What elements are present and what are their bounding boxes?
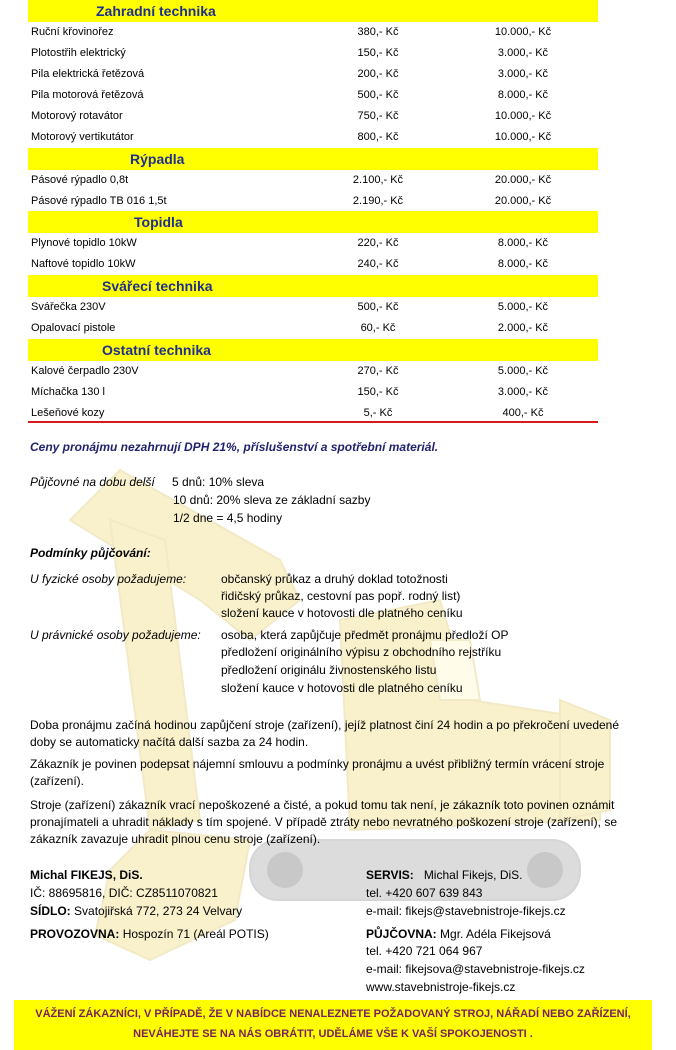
vat-note: Ceny pronájmu nezahrnují DPH 21%, příslušenství a spotřební materiál. (30, 440, 439, 454)
item-price-day: 2.100,- Kč (352, 174, 404, 186)
item-name: Plynové topidlo 10kW (31, 237, 137, 249)
table-row (28, 318, 598, 339)
service-label: SERVIS: (366, 868, 414, 882)
table-row (28, 43, 598, 64)
item-deposit: 5.000,- Kč (497, 365, 549, 377)
person-requirement: občanský průkaz a druhý doklad totožnosti (221, 572, 448, 586)
table-row (28, 106, 598, 127)
item-deposit: 8.000,- Kč (497, 258, 549, 270)
seat-label: SÍDLO: (30, 904, 71, 918)
item-name: Pásové rýpadlo TB 016 1,5t (31, 195, 167, 207)
item-deposit: 3.000,- Kč (497, 68, 549, 80)
website-link[interactable]: www.stavebnistroje-fikejs.cz (366, 980, 516, 994)
person-requirement: řidičský průkaz, cestovní pas popř. rodný list) (221, 589, 461, 603)
person-label: U fyzické osoby požadujeme: (30, 572, 187, 586)
item-name: Plotostřih elektrický (31, 47, 126, 59)
table-row (28, 85, 598, 106)
table-row (28, 191, 598, 212)
item-name: Pila elektrická řetězová (31, 68, 145, 80)
table-row (28, 254, 598, 275)
return-paragraph: Stroje (zařízení) zákazník vrací nepoškozené a čisté, a pokud tomu tak není, je zákazník toto povinen oznámit pronajímateli a uhradit náklady s tím spojené. V případě ztráty nebo nevratného poškození stroje (zařízení), se zákazník zavazuje uhradit plnou cenu stroje (zařízení). (30, 798, 617, 846)
service-contact (366, 868, 523, 882)
item-price-day: 200,- Kč (357, 68, 399, 80)
rental-label: PŮJČOVNA: (366, 927, 437, 941)
item-price-day: 270,- Kč (357, 365, 399, 377)
item-name: Kalové čerpadlo 230V (31, 365, 139, 377)
office-label: PROVOZOVNA: (30, 927, 120, 941)
conditions-title: Podmínky půjčování: (30, 546, 151, 560)
category-title: Rýpadla (130, 151, 185, 167)
item-deposit: 20.000,- Kč (494, 174, 552, 186)
service-phone[interactable]: tel. +420 607 639 843 (366, 886, 483, 900)
office-value: Hospozín 71 (Areál POTIS) (122, 927, 269, 941)
category-svareci-technika (28, 275, 598, 339)
item-price-day: 2.190,- Kč (352, 195, 404, 207)
item-deposit: 400,- Kč (502, 407, 544, 419)
item-name: Svářečka 230V (31, 301, 106, 313)
company-requirement: složení kauce v hotovosti dle platného ceníku (221, 681, 463, 695)
category-title: Topidla (134, 214, 183, 230)
bottom-banner (14, 1000, 652, 1050)
item-name: Lešeňové kozy (31, 407, 105, 419)
item-price-day: 750,- Kč (357, 110, 399, 122)
category-topidla (28, 211, 598, 275)
item-price-day: 60,- Kč (360, 322, 396, 334)
table-row (28, 64, 598, 85)
category-header (28, 0, 598, 22)
banner-line: VÁŽENÍ ZÁKAZNÍCI, V PŘÍPADĚ, ŽE V NABÍDCE NENALEZNETE POŽADOVANÝ STROJ, NÁŘADÍ NEBO ZAŘÍZENÍ, (35, 1008, 631, 1020)
item-price-day: 500,- Kč (357, 89, 399, 101)
rental-phone[interactable]: tel. +420 721 064 967 (366, 944, 483, 958)
service-name: Michal Fikejs, DiS. (423, 868, 523, 882)
category-title: Ostatní technika (102, 342, 211, 358)
seat-address (30, 904, 242, 918)
service-email[interactable]: e-mail: fikejs@stavebnistroje-fikejs.cz (366, 904, 566, 918)
table-bottom-rule (28, 421, 598, 423)
item-deposit: 20.000,- Kč (494, 195, 552, 207)
office-address (30, 927, 269, 941)
category-header (28, 211, 598, 233)
item-deposit: 8.000,- Kč (497, 237, 549, 249)
category-title: Zahradní technika (96, 3, 216, 19)
item-deposit: 2.000,- Kč (497, 322, 549, 334)
item-price-day: 380,- Kč (357, 26, 399, 38)
item-price-day: 5,- Kč (363, 407, 393, 419)
item-deposit: 5.000,- Kč (497, 301, 549, 313)
discount-line: 5 dnů: 10% sleva (172, 475, 265, 489)
table-row (28, 382, 598, 403)
company-ids: IČ: 88695816, DIČ: CZ8511070821 (30, 886, 218, 900)
category-rypadla (28, 148, 598, 212)
discount-line: 10 dnů: 20% sleva ze základní sazby (173, 493, 371, 507)
table-row (28, 233, 598, 254)
item-price-day: 500,- Kč (357, 301, 399, 313)
banner-line: NEVÁHEJTE SE NA NÁS OBRÁTIT, UDĚLÁME VŠE K VAŠÍ SPOKOJENOSTI . (133, 1028, 533, 1040)
rental-contact (366, 927, 551, 941)
rental-name: Mgr. Adéla Fikejsová (440, 927, 551, 941)
item-name: Pásové rýpadlo 0,8t (31, 174, 129, 186)
rental-period-paragraph: Doba pronájmu začíná hodinou zapůjčení stroje (zařízení), jejíž platnost činí 24 hodin a po překročení uvedené doby se automaticky načítá další sazba za 24 hodin. (30, 718, 620, 749)
owner-name: Michal FIKEJS, DiS. (30, 868, 143, 882)
item-price-day: 220,- Kč (357, 237, 399, 249)
category-ostatni-technika (28, 339, 598, 424)
item-deposit: 10.000,- Kč (494, 110, 552, 122)
item-deposit: 8.000,- Kč (497, 89, 549, 101)
category-header (28, 339, 598, 361)
category-title: Svářecí technika (102, 278, 213, 294)
item-deposit: 10.000,- Kč (494, 26, 552, 38)
company-requirement: osoba, která zapůjčuje předmět pronájmu předloží OP (221, 628, 509, 642)
company-requirement: předložení originálního výpisu z obchodního rejstříku (221, 645, 502, 659)
item-name: Opalovací pistole (31, 322, 116, 334)
person-requirement: složení kauce v hotovosti dle platného ceníku (221, 606, 463, 620)
item-name: Motorový vertikutátor (31, 131, 134, 143)
contract-paragraph: Zákazník je povinen podepsat nájemní smlouvu a podmínky pronájmu a uvést přibližný termín vrácení stroje (zařízení). (30, 757, 605, 788)
table-row (28, 297, 598, 318)
category-header (28, 148, 598, 170)
discount-line: 1/2 dne = 4,5 hodiny (173, 511, 283, 525)
item-price-day: 150,- Kč (357, 386, 399, 398)
item-price-day: 150,- Kč (357, 47, 399, 59)
rental-email[interactable]: e-mail: fikejsova@stavebnistroje-fikejs.cz (366, 962, 585, 976)
company-requirement: předložení originálu živnostenského listu (221, 663, 437, 677)
item-deposit: 3.000,- Kč (497, 386, 549, 398)
table-row (28, 22, 598, 43)
item-name: Naftové topidlo 10kW (31, 258, 136, 270)
item-name: Ruční křovinořez (31, 26, 114, 38)
item-name: Pila motorová řetězová (31, 89, 144, 101)
item-deposit: 3.000,- Kč (497, 47, 549, 59)
company-label: U právnické osoby požadujeme: (30, 628, 201, 642)
table-row (28, 170, 598, 191)
category-header (28, 275, 598, 297)
table-row (28, 127, 598, 148)
discount-label: Půjčovné na dobu delší (30, 475, 155, 489)
item-price-day: 240,- Kč (357, 258, 399, 270)
item-price-day: 800,- Kč (357, 131, 399, 143)
item-name: Motorový rotavátor (31, 110, 123, 122)
seat-value: Svatojiřská 772, 273 24 Velvary (74, 904, 243, 918)
category-zahradni-technika (28, 0, 598, 148)
item-name: Míchačka 130 l (31, 386, 105, 398)
item-deposit: 10.000,- Kč (494, 131, 552, 143)
table-row (28, 361, 598, 382)
